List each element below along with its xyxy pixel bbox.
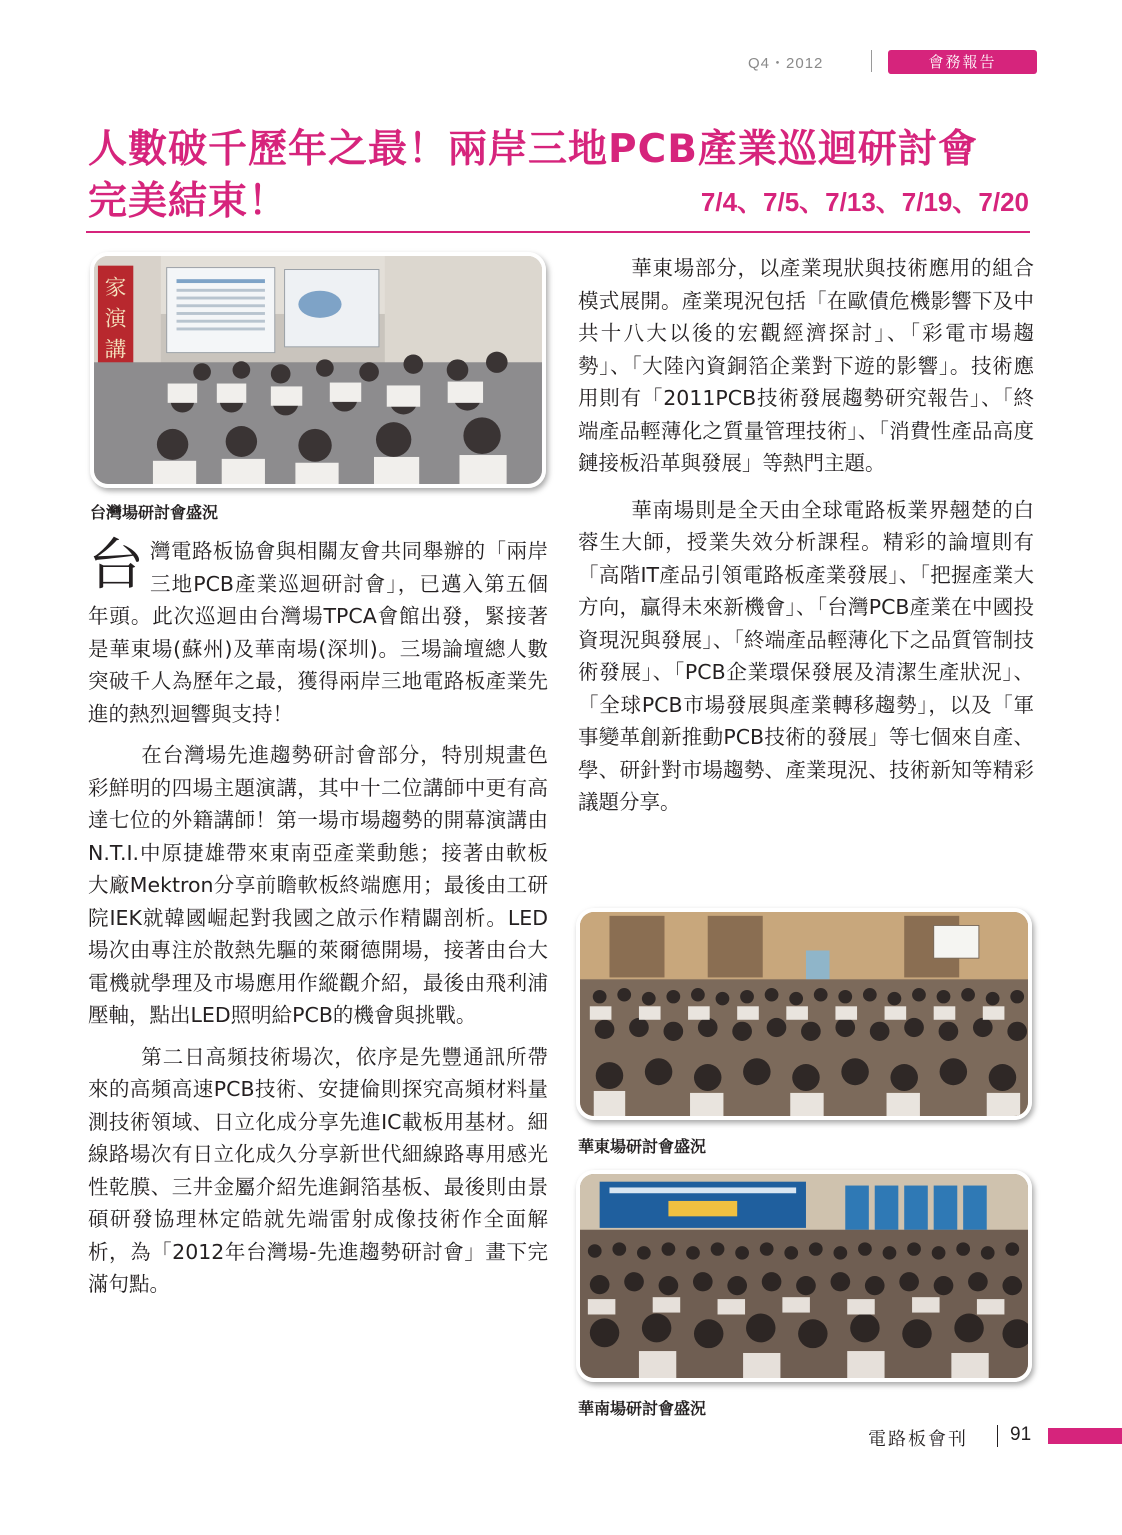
svg-text:講: 講 xyxy=(104,337,127,363)
svg-text:家: 家 xyxy=(104,275,127,301)
svg-text:演: 演 xyxy=(104,306,127,332)
left-paragraph-1 xyxy=(88,535,548,730)
footer-divider xyxy=(997,1425,998,1447)
article-title-line1: 人數破千歷年之最！兩岸三地PCB產業巡迴研討會 xyxy=(88,127,978,172)
right-paragraph-2: 華南場則是全天由全球電路板業界翹楚的白蓉生大師，授業失效分析課程。精彩的論壇則有「高階IT產品引領電路板產業發展」、「把握產業大方向，贏得未來新機會」、「台灣PCB產業在中國投資現況與發展」、「終端產品輕薄化下之品質管制技術發展」、「PCB企業環保發展及清潔生產狀況」、「全球PCB市場發展與產業轉移趨勢」，以及「軍事變革創新推動PCB技術的發展」等七個來自產、學、研針對市場趨勢、產業現況、技術新知等精彩議題分享。 xyxy=(578,497,1034,814)
south-china-photo-caption: 華南場研討會盛況 xyxy=(578,1399,707,1418)
left-paragraph-3: 第二日高頻技術場次，依序是先豐通訊所帶來的高頻高速PCB技術、安捷倫則探究高頻材料量測技術領域、日立化成分享先進IC載板用基材。細線路場次有日立化成久分享新世代細線路專用感光性乾膜、三井金屬介紹先進銅箔基板、最後則由景碩研發協理林定皓就先端雷射成像技術作全面解析，為「2012年台灣場-先進趨勢研討會」畫下完滿句點。 xyxy=(88,1044,548,1296)
taiwan-photo-caption: 台灣場研討會盛況 xyxy=(90,503,219,522)
issue-label: Q4・2012 xyxy=(748,55,824,72)
east-china-seminar-photo-image xyxy=(580,912,1028,1116)
event-dates: 7/4、7/5、7/13、7/19、7/20 xyxy=(700,187,1029,217)
east-china-photo-caption: 華東場研討會盛況 xyxy=(578,1137,707,1156)
taiwan-seminar-photo xyxy=(90,252,546,488)
drop-cap: 台 xyxy=(88,533,144,598)
taiwan-seminar-photo-image xyxy=(94,256,542,484)
page-number: 91 xyxy=(1010,1424,1032,1445)
east-china-seminar-photo xyxy=(576,908,1032,1120)
header-divider xyxy=(871,50,872,72)
left-paragraph-1-text: 灣電路板協會與相關友會共同舉辦的「兩岸三地PCB產業巡迴研討會」，已邁入第五個年頭。此次巡迴由台灣場TPCA會館出發，緊接著是華東場(蘇州)及華南場(深圳)。三場論壇總人數突破千人為歷年之最，獲得兩岸三地電路板產業先進的熱烈迴響與支持！ xyxy=(88,539,548,726)
right-column xyxy=(578,252,1034,833)
footer-accent-bar xyxy=(1048,1428,1122,1444)
article-title-line2: 完美結束！ xyxy=(88,179,289,224)
left-column xyxy=(88,535,548,1310)
south-china-seminar-photo-image xyxy=(580,1174,1028,1378)
title-rule xyxy=(86,231,1030,233)
right-paragraph-1: 華東場部分，以產業現狀與技術應用的組合模式展開。產業現況包括「在歐債危機影響下及中共十八大以後的宏觀經濟探討」、「彩電市場趨勢」、「大陸內資銅箔企業對下遊的影響」。技術應用則有「2011PCB技術發展趨勢研究報告」、「終端產品輕薄化之質量管理技術」、「消費性產品高度鏈接板沿革與發展」等熱門主題。 xyxy=(578,256,1034,475)
south-china-seminar-photo xyxy=(576,1170,1032,1382)
section-badge: 會務報告 xyxy=(888,50,1037,74)
left-paragraph-2: 在台灣場先進趨勢研討會部分，特別規畫色彩鮮明的四場主題演講，其中十二位講師中更有高達七位的外籍講師！第一場市場趨勢的開幕演講由N.T.I.中原捷雄帶來東南亞產業動態；接著由軟板大廠Mektron分享前瞻軟板終端應用；最後由工研院IEK就韓國崛起對我國之啟示作精闢剖析。LED場次由專注於散熱先驅的萊爾德開場，接著由台大電機就學理及市場應用作縱觀介紹，最後由飛利浦壓軸，點出LED照明給PCB的機會與挑戰。 xyxy=(88,743,548,1027)
magazine-name: 電路板會刊 xyxy=(868,1429,968,1450)
